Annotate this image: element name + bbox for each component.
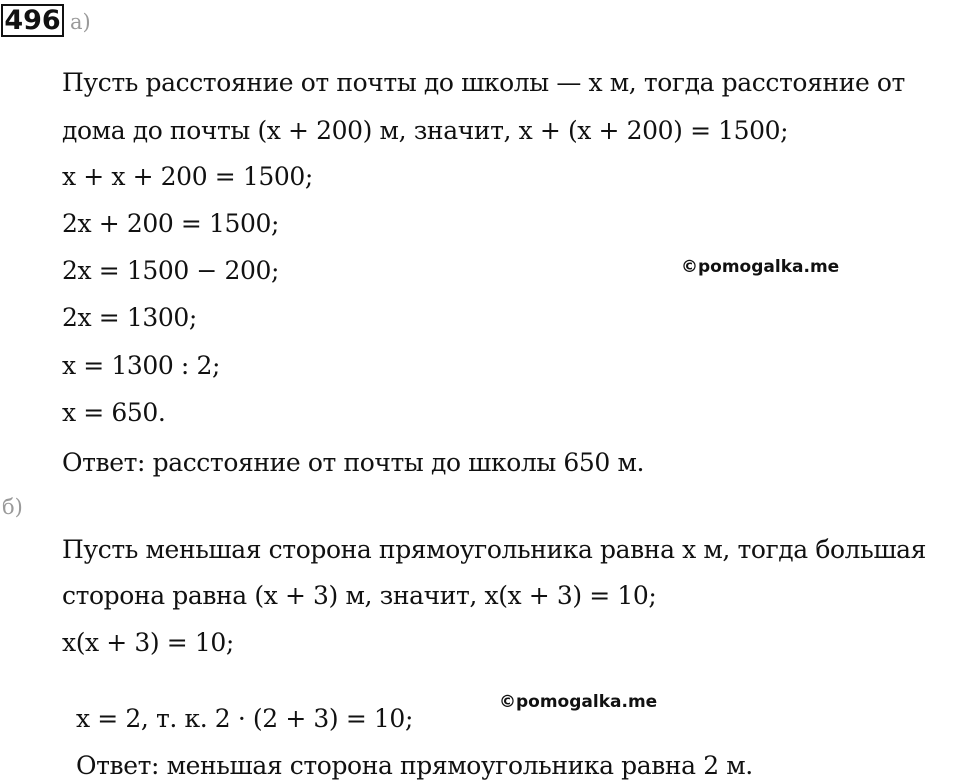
- part-a-line-1: Пусть расстояние от почты до школы — x м, тогда расстояние от: [62, 68, 905, 97]
- part-a-line-5: 2x = 1500 − 200;: [62, 256, 280, 285]
- part-b-answer: Ответ: меньшая сторона прямоугольника равна 2 м.: [76, 751, 753, 780]
- part-b-line-3: x(x + 3) = 10;: [62, 628, 234, 657]
- part-a-line-7: x = 1300 : 2;: [62, 351, 221, 380]
- part-b-line-4: x = 2, т. к. 2 · (2 + 3) = 10;: [76, 704, 413, 733]
- part-a-line-4: 2x + 200 = 1500;: [62, 209, 280, 238]
- part-b-line-1: Пусть меньшая сторона прямоугольника равна x м, тогда большая: [62, 535, 927, 564]
- part-b-label: б): [2, 495, 23, 519]
- part-a-label: а): [70, 10, 91, 34]
- part-b-line-2: сторона равна (x + 3) м, значит, x(x + 3) = 10;: [62, 581, 657, 610]
- problem-number: 496: [1, 4, 64, 37]
- part-a-line-3: x + x + 200 = 1500;: [62, 162, 313, 191]
- part-a-line-6: 2x = 1300;: [62, 303, 197, 332]
- watermark: ©pomogalka.me: [499, 692, 658, 712]
- part-a-line-8: x = 650.: [62, 398, 166, 427]
- part-a-answer: Ответ: расстояние от почты до школы 650 м.: [62, 448, 645, 477]
- part-a-line-2: дома до почты (x + 200) м, значит, x + (x + 200) = 1500;: [62, 116, 789, 145]
- watermark: ©pomogalka.me: [681, 257, 840, 277]
